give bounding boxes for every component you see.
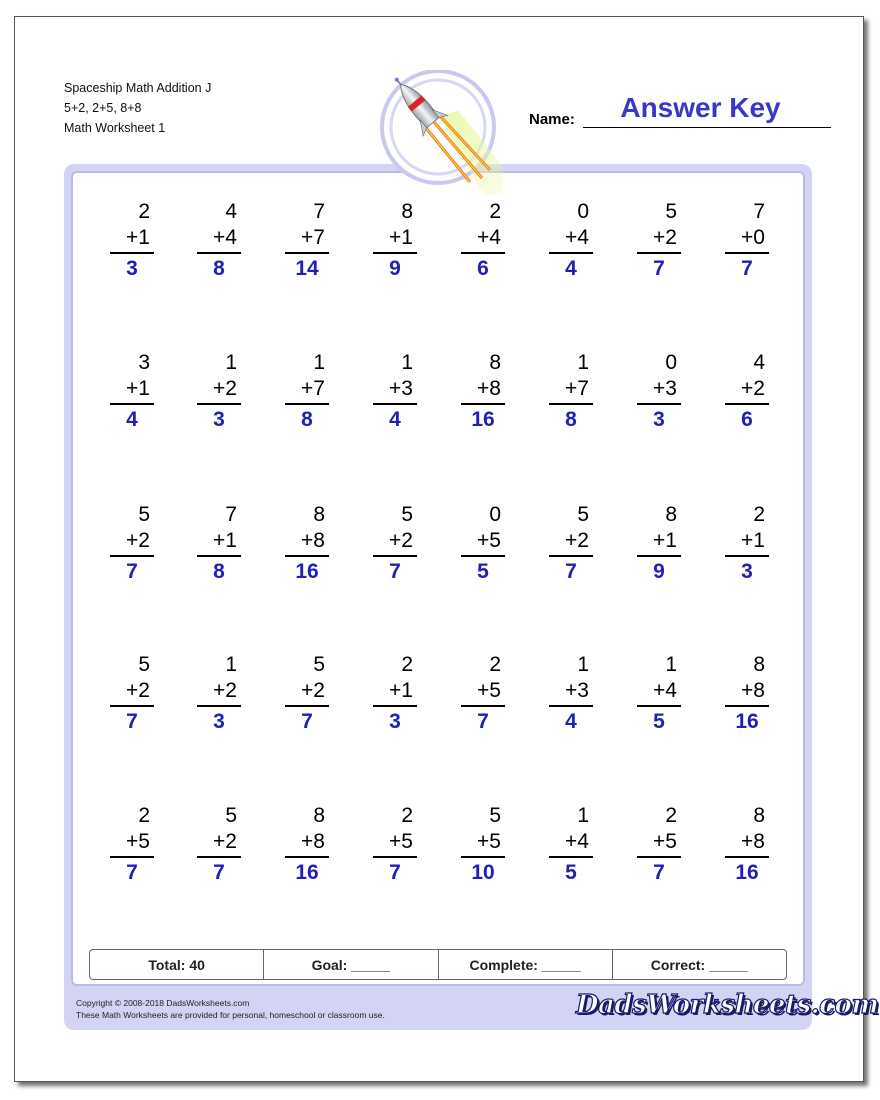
addend-top: 5 <box>138 653 150 676</box>
addend-bottom: +2 <box>565 529 589 552</box>
answer: 7 <box>126 710 138 733</box>
copyright-notice <box>76 997 385 1021</box>
addition-problem <box>197 502 241 585</box>
answer: 3 <box>741 560 753 583</box>
addend-top: 2 <box>665 804 677 827</box>
addition-problem <box>549 502 593 585</box>
addend-bottom: +7 <box>301 226 325 249</box>
addend-top: 4 <box>753 351 765 374</box>
addend-bottom: +2 <box>126 529 150 552</box>
addend-bottom: +2 <box>301 679 325 702</box>
addend-bottom: +1 <box>741 529 765 552</box>
addend-top: 1 <box>313 351 325 374</box>
addend-bottom: +1 <box>213 529 237 552</box>
addend-bottom: +2 <box>653 226 677 249</box>
addend-bottom: +4 <box>477 226 501 249</box>
brand-logo: DadsWorksheets.com <box>576 990 879 1020</box>
addend-bottom: +8 <box>741 679 765 702</box>
name-line <box>583 127 831 128</box>
problem-area <box>71 171 805 986</box>
addend-top: 5 <box>313 653 325 676</box>
addend-bottom: +1 <box>389 226 413 249</box>
addition-problem <box>725 652 769 735</box>
addend-bottom: +4 <box>565 226 589 249</box>
complete-field: Complete: _____ <box>439 950 613 979</box>
answer: 4 <box>565 710 577 733</box>
addition-problem <box>461 350 505 433</box>
addend-bottom: +1 <box>653 529 677 552</box>
addition-problem <box>637 803 681 886</box>
addition-problem <box>285 502 329 585</box>
answer: 3 <box>653 408 665 431</box>
answer: 6 <box>741 408 753 431</box>
addition-problem <box>110 199 154 282</box>
addend-top: 8 <box>401 200 413 223</box>
addition-problem <box>373 199 417 282</box>
addition-problem <box>197 199 241 282</box>
addend-bottom: +8 <box>301 830 325 853</box>
addend-top: 5 <box>225 804 237 827</box>
addition-problem <box>197 350 241 433</box>
answer: 14 <box>295 257 319 280</box>
answer: 7 <box>389 560 401 583</box>
addition-problem <box>285 803 329 886</box>
addition-problem <box>285 199 329 282</box>
addend-top: 1 <box>577 804 589 827</box>
addend-top: 0 <box>489 503 501 526</box>
addend-bottom: +5 <box>389 830 413 853</box>
addition-problem <box>637 199 681 282</box>
addend-top: 8 <box>313 804 325 827</box>
addition-problem <box>110 502 154 585</box>
answer: 7 <box>126 861 138 884</box>
addend-top: 1 <box>577 351 589 374</box>
addition-problem <box>373 502 417 585</box>
answer: 4 <box>126 408 138 431</box>
addend-bottom: +3 <box>653 377 677 400</box>
addend-top: 8 <box>313 503 325 526</box>
answer: 7 <box>477 710 489 733</box>
addition-problem <box>285 350 329 433</box>
addend-bottom: +7 <box>301 377 325 400</box>
addend-top: 5 <box>577 503 589 526</box>
addend-bottom: +3 <box>389 377 413 400</box>
addend-top: 2 <box>138 804 150 827</box>
addition-problem <box>725 502 769 585</box>
addend-top: 2 <box>489 653 501 676</box>
addend-bottom: +5 <box>477 529 501 552</box>
usage-note: These Math Worksheets are provided for personal, homeschool or classroom use. <box>76 1010 385 1020</box>
answer: 9 <box>653 560 665 583</box>
addend-bottom: +5 <box>126 830 150 853</box>
addend-top: 8 <box>665 503 677 526</box>
answer-key-label: Answer Key <box>620 92 781 123</box>
answer: 16 <box>471 408 495 431</box>
addition-problem <box>461 652 505 735</box>
addend-bottom: +1 <box>126 377 150 400</box>
worksheet-title: Spaceship Math Addition J <box>64 81 212 95</box>
score-bar <box>89 949 787 980</box>
addend-bottom: +4 <box>565 830 589 853</box>
addition-problem <box>461 502 505 585</box>
addend-top: 1 <box>665 653 677 676</box>
addend-bottom: +2 <box>213 377 237 400</box>
addition-problem <box>637 350 681 433</box>
addend-top: 7 <box>753 200 765 223</box>
addend-bottom: +8 <box>477 377 501 400</box>
addend-bottom: +5 <box>477 830 501 853</box>
addend-top: 7 <box>313 200 325 223</box>
answer: 10 <box>471 861 495 884</box>
addend-top: 8 <box>489 351 501 374</box>
addend-bottom: +2 <box>213 679 237 702</box>
answer: 3 <box>213 710 225 733</box>
addition-problem <box>461 803 505 886</box>
addend-bottom: +2 <box>213 830 237 853</box>
addition-problem <box>197 652 241 735</box>
answer: 8 <box>301 408 313 431</box>
addend-top: 2 <box>138 200 150 223</box>
addend-top: 4 <box>225 200 237 223</box>
addend-bottom: +8 <box>301 529 325 552</box>
answer: 5 <box>477 560 489 583</box>
total-count: Total: 40 <box>90 950 264 979</box>
addend-top: 5 <box>665 200 677 223</box>
worksheet-info <box>64 78 211 138</box>
addition-problem <box>725 803 769 886</box>
addition-problem <box>549 350 593 433</box>
answer: 5 <box>565 861 577 884</box>
addend-bottom: +1 <box>389 679 413 702</box>
answer: 3 <box>213 408 225 431</box>
addition-problem <box>110 350 154 433</box>
addend-bottom: +8 <box>741 830 765 853</box>
addend-bottom: +2 <box>126 679 150 702</box>
addend-bottom: +4 <box>213 226 237 249</box>
answer: 3 <box>126 257 138 280</box>
answer: 3 <box>389 710 401 733</box>
addend-top: 2 <box>401 804 413 827</box>
answer: 8 <box>565 408 577 431</box>
addition-problem <box>725 350 769 433</box>
addition-problem <box>549 803 593 886</box>
addend-top: 5 <box>401 503 413 526</box>
addend-top: 3 <box>138 351 150 374</box>
answer: 7 <box>741 257 753 280</box>
answer: 7 <box>213 861 225 884</box>
answer: 7 <box>653 861 665 884</box>
answer: 4 <box>565 257 577 280</box>
goal-field: Goal: _____ <box>264 950 438 979</box>
answer: 16 <box>295 560 319 583</box>
answer: 7 <box>301 710 313 733</box>
addend-top: 8 <box>753 804 765 827</box>
addition-problem <box>110 803 154 886</box>
addend-bottom: +2 <box>389 529 413 552</box>
answer: 8 <box>213 257 225 280</box>
addition-problem <box>725 199 769 282</box>
answer: 9 <box>389 257 401 280</box>
addend-bottom: +1 <box>126 226 150 249</box>
correct-field: Correct: _____ <box>650 957 749 973</box>
addition-problem <box>285 652 329 735</box>
addend-top: 1 <box>225 351 237 374</box>
addend-top: 1 <box>401 351 413 374</box>
answer: 16 <box>295 861 319 884</box>
answer: 7 <box>126 560 138 583</box>
addend-top: 1 <box>577 653 589 676</box>
rocket-icon <box>378 70 503 195</box>
addition-problem <box>373 652 417 735</box>
worksheet-subtitle: 5+2, 2+5, 8+8 <box>64 101 142 115</box>
addition-problem <box>110 652 154 735</box>
answer: 5 <box>653 710 665 733</box>
addition-problem <box>637 652 681 735</box>
addend-bottom: +7 <box>565 377 589 400</box>
addend-top: 0 <box>577 200 589 223</box>
answer: 4 <box>389 408 401 431</box>
addend-top: 5 <box>138 503 150 526</box>
addition-problem <box>549 652 593 735</box>
addend-top: 2 <box>401 653 413 676</box>
addend-top: 2 <box>489 200 501 223</box>
addend-bottom: +2 <box>741 377 765 400</box>
addend-bottom: +4 <box>653 679 677 702</box>
addition-problem <box>461 199 505 282</box>
answer: 7 <box>565 560 577 583</box>
addition-problem <box>549 199 593 282</box>
addend-bottom: +5 <box>653 830 677 853</box>
addend-bottom: +0 <box>741 226 765 249</box>
addend-top: 1 <box>225 653 237 676</box>
addition-problem <box>637 502 681 585</box>
addend-bottom: +3 <box>565 679 589 702</box>
worksheet-number: Math Worksheet 1 <box>64 121 166 135</box>
addend-bottom: +5 <box>477 679 501 702</box>
addition-problem <box>197 803 241 886</box>
addition-problem <box>373 350 417 433</box>
answer: 16 <box>735 710 759 733</box>
addend-top: 7 <box>225 503 237 526</box>
addend-top: 0 <box>665 351 677 374</box>
answer: 6 <box>477 257 489 280</box>
addend-top: 8 <box>753 653 765 676</box>
copyright-text: Copyright © 2008-2018 DadsWorksheets.com <box>76 998 250 1008</box>
addition-problem <box>373 803 417 886</box>
addend-top: 2 <box>753 503 765 526</box>
answer: 7 <box>653 257 665 280</box>
addend-top: 5 <box>489 804 501 827</box>
answer: 8 <box>213 560 225 583</box>
answer: 16 <box>735 861 759 884</box>
name-label: Name: <box>529 111 575 128</box>
answer: 7 <box>389 861 401 884</box>
